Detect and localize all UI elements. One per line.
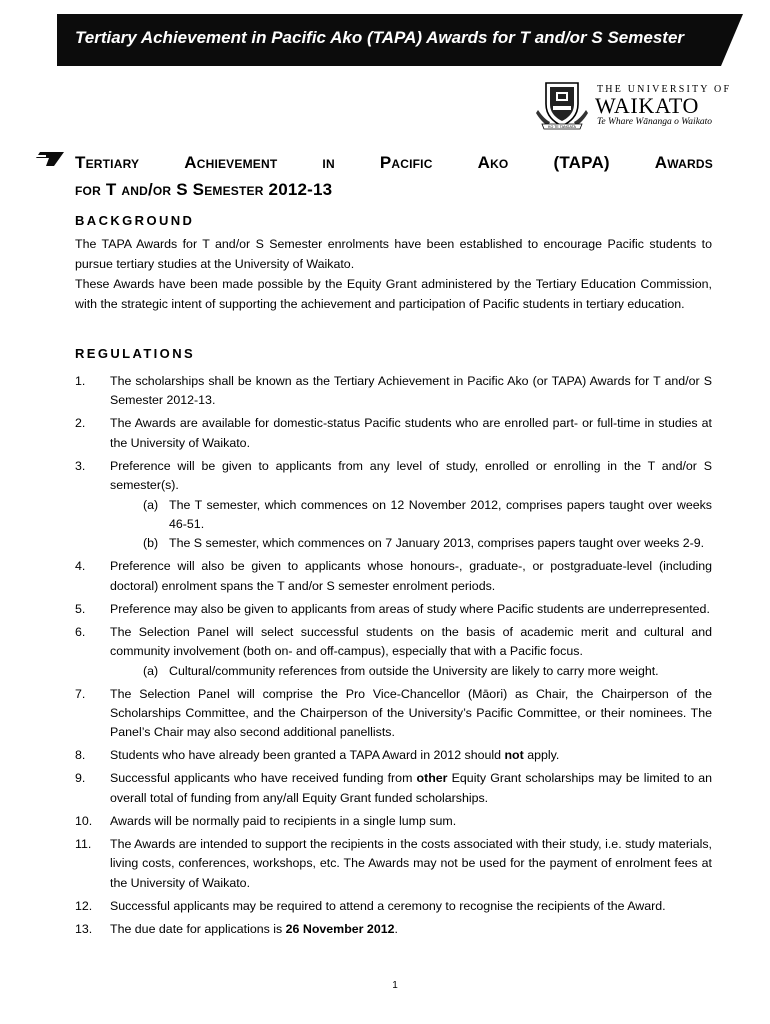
page-number: 1 (392, 980, 398, 991)
regulation-text: Preference may also be given to applicants from areas of study where Pacific students are underrepresented. (110, 601, 710, 616)
university-crest-icon (536, 80, 588, 130)
regulation-text: Preference will also be given to applicants whose honours-, graduate-, or postgraduate-level (including doctoral) enrolment spans the T and/or S semester enrolment periods. (110, 559, 712, 593)
regulation-text: The Selection Panel will select successful students on the basis of academic merit and cultural and community involvement (both on- and off-campus), especially that with a Pacific focus. (110, 624, 712, 659)
regulation-item (75, 600, 712, 619)
background-paragraph: These Awards have been made possible by the Equity Grant administered by the Tertiary Education Commission, with the strategic intent of supporting the achievement and participation of Pacific students in tertiary education. (75, 277, 712, 311)
emphasis-text: other (416, 771, 448, 786)
background-heading: BACKGROUND (75, 213, 195, 228)
regulation-subitem (110, 662, 712, 681)
regulation-text: The Selection Panel will comprise the Pro Vice-Chancellor (Māori) as Chair, the Chairperson of the Scholarships Committee, and the Chairperson of the University’s Pacific Committee, or their nominees. The Panel’s Chair may also second additional panellists. (110, 686, 712, 740)
title-word: Tertiary (75, 153, 140, 172)
regulation-number: 6. (75, 624, 86, 639)
regulation-number: 4. (75, 559, 86, 574)
regulation-text: The Awards are intended to support the recipients in the costs associated with their study, i.e. study materials, living costs, conferences, workshops, etc. The Awards may not be used for the payment of enrolment fees at the University of Waikato. (110, 836, 712, 890)
header-banner (57, 14, 743, 66)
subitem-label: (a) (143, 497, 159, 512)
regulations-heading: REGULATIONS (75, 346, 196, 361)
regulation-text: Successful applicants who have received funding from other Equity Grant scholarships may be limited to an overall total of funding from any/all Equity Grant funded scholarships. (110, 771, 713, 805)
university-logo (536, 80, 732, 132)
background-paragraph: The TAPA Awards for T and/or S Semester enrolments have been established to encourage Pacific students to pursue tertiary studies at the University of Waikato. (75, 237, 712, 271)
regulation-number: 8. (75, 748, 86, 763)
regulation-item (75, 623, 712, 681)
section-marker-icon (36, 150, 66, 166)
regulation-item (75, 812, 712, 831)
regulation-text: The due date for applications is 26 November 2012. (110, 921, 398, 936)
emphasis-text: not (504, 748, 524, 763)
regulation-number: 13. (75, 921, 93, 936)
subitem-text: The T semester, which commences on 12 November 2012, comprises papers taught over weeks 46-51. (169, 497, 712, 532)
regulation-number: 12. (75, 898, 93, 913)
title-word: Ako (477, 153, 509, 172)
regulation-number: 7. (75, 686, 86, 701)
title-word: Pacific (379, 153, 433, 172)
regulation-number: 9. (75, 771, 86, 786)
university-of-label: THE UNIVERSITY OF (597, 84, 732, 95)
regulation-item (75, 414, 712, 453)
regulation-item (75, 746, 712, 765)
regulation-item (75, 769, 712, 808)
regulation-number: 5. (75, 601, 86, 616)
banner-title: Tertiary Achievement in Pacific Ako (TAPA) Awards for T and/or S Semester (75, 28, 685, 47)
subitem-text: The S semester, which commences on 7 January 2013, comprises papers taught over weeks 2-9. (169, 536, 705, 551)
regulation-number: 11. (75, 836, 92, 851)
regulation-item (75, 920, 712, 939)
university-motto: Te Whare Wānanga o Waikato (597, 117, 713, 127)
subitem-text: Cultural/community references from outside the University are likely to carry more weight. (169, 663, 659, 678)
title-word: Awards (654, 153, 713, 172)
regulation-number: 1. (75, 374, 86, 388)
crest-motto: KO TE TANGATA (548, 125, 576, 129)
title-word: in (322, 153, 335, 172)
regulation-number: 3. (75, 458, 86, 473)
title-line-2: for T and/or S Semester 2012-13 (75, 180, 333, 199)
title-word: Achievement (184, 153, 278, 172)
regulation-subitem (110, 534, 712, 553)
university-name: WAIKATO (595, 93, 700, 118)
regulation-item (75, 685, 712, 743)
document-title (75, 149, 713, 203)
emphasis-text: 26 November 2012 (285, 921, 395, 936)
regulation-subitem (110, 496, 712, 535)
regulation-number: 10. (75, 813, 93, 828)
title-word: (TAPA) (553, 153, 610, 172)
regulation-item (75, 557, 712, 596)
regulation-text: Preference will be given to applicants from any level of study, enrolled or enrolling in the T and/or S semester(s). (110, 458, 712, 493)
regulation-number: 2. (75, 416, 86, 431)
regulation-item (75, 897, 712, 916)
regulations-list (75, 372, 712, 943)
regulation-text: Successful applicants may be required to attend a ceremony to recognise the recipients of the Award. (110, 898, 666, 913)
regulation-text: The Awards are available for domestic-status Pacific students who are enrolled part- or full-time in studies at the University of Waikato. (110, 416, 712, 450)
subitem-label: (a) (143, 663, 159, 678)
regulation-text: Awards will be normally paid to recipients in a single lump sum. (110, 813, 457, 828)
subitem-label: (b) (143, 536, 159, 551)
regulation-item (75, 457, 712, 554)
regulation-item (75, 372, 712, 411)
regulation-text: Students who have already been granted a TAPA Award in 2012 should not apply. (110, 748, 560, 763)
regulation-text: The scholarships shall be known as the Tertiary Achievement in Pacific Ako (or TAPA) Awards for T and/or S Semester 2012-13. (110, 374, 712, 408)
regulation-item (75, 835, 712, 893)
